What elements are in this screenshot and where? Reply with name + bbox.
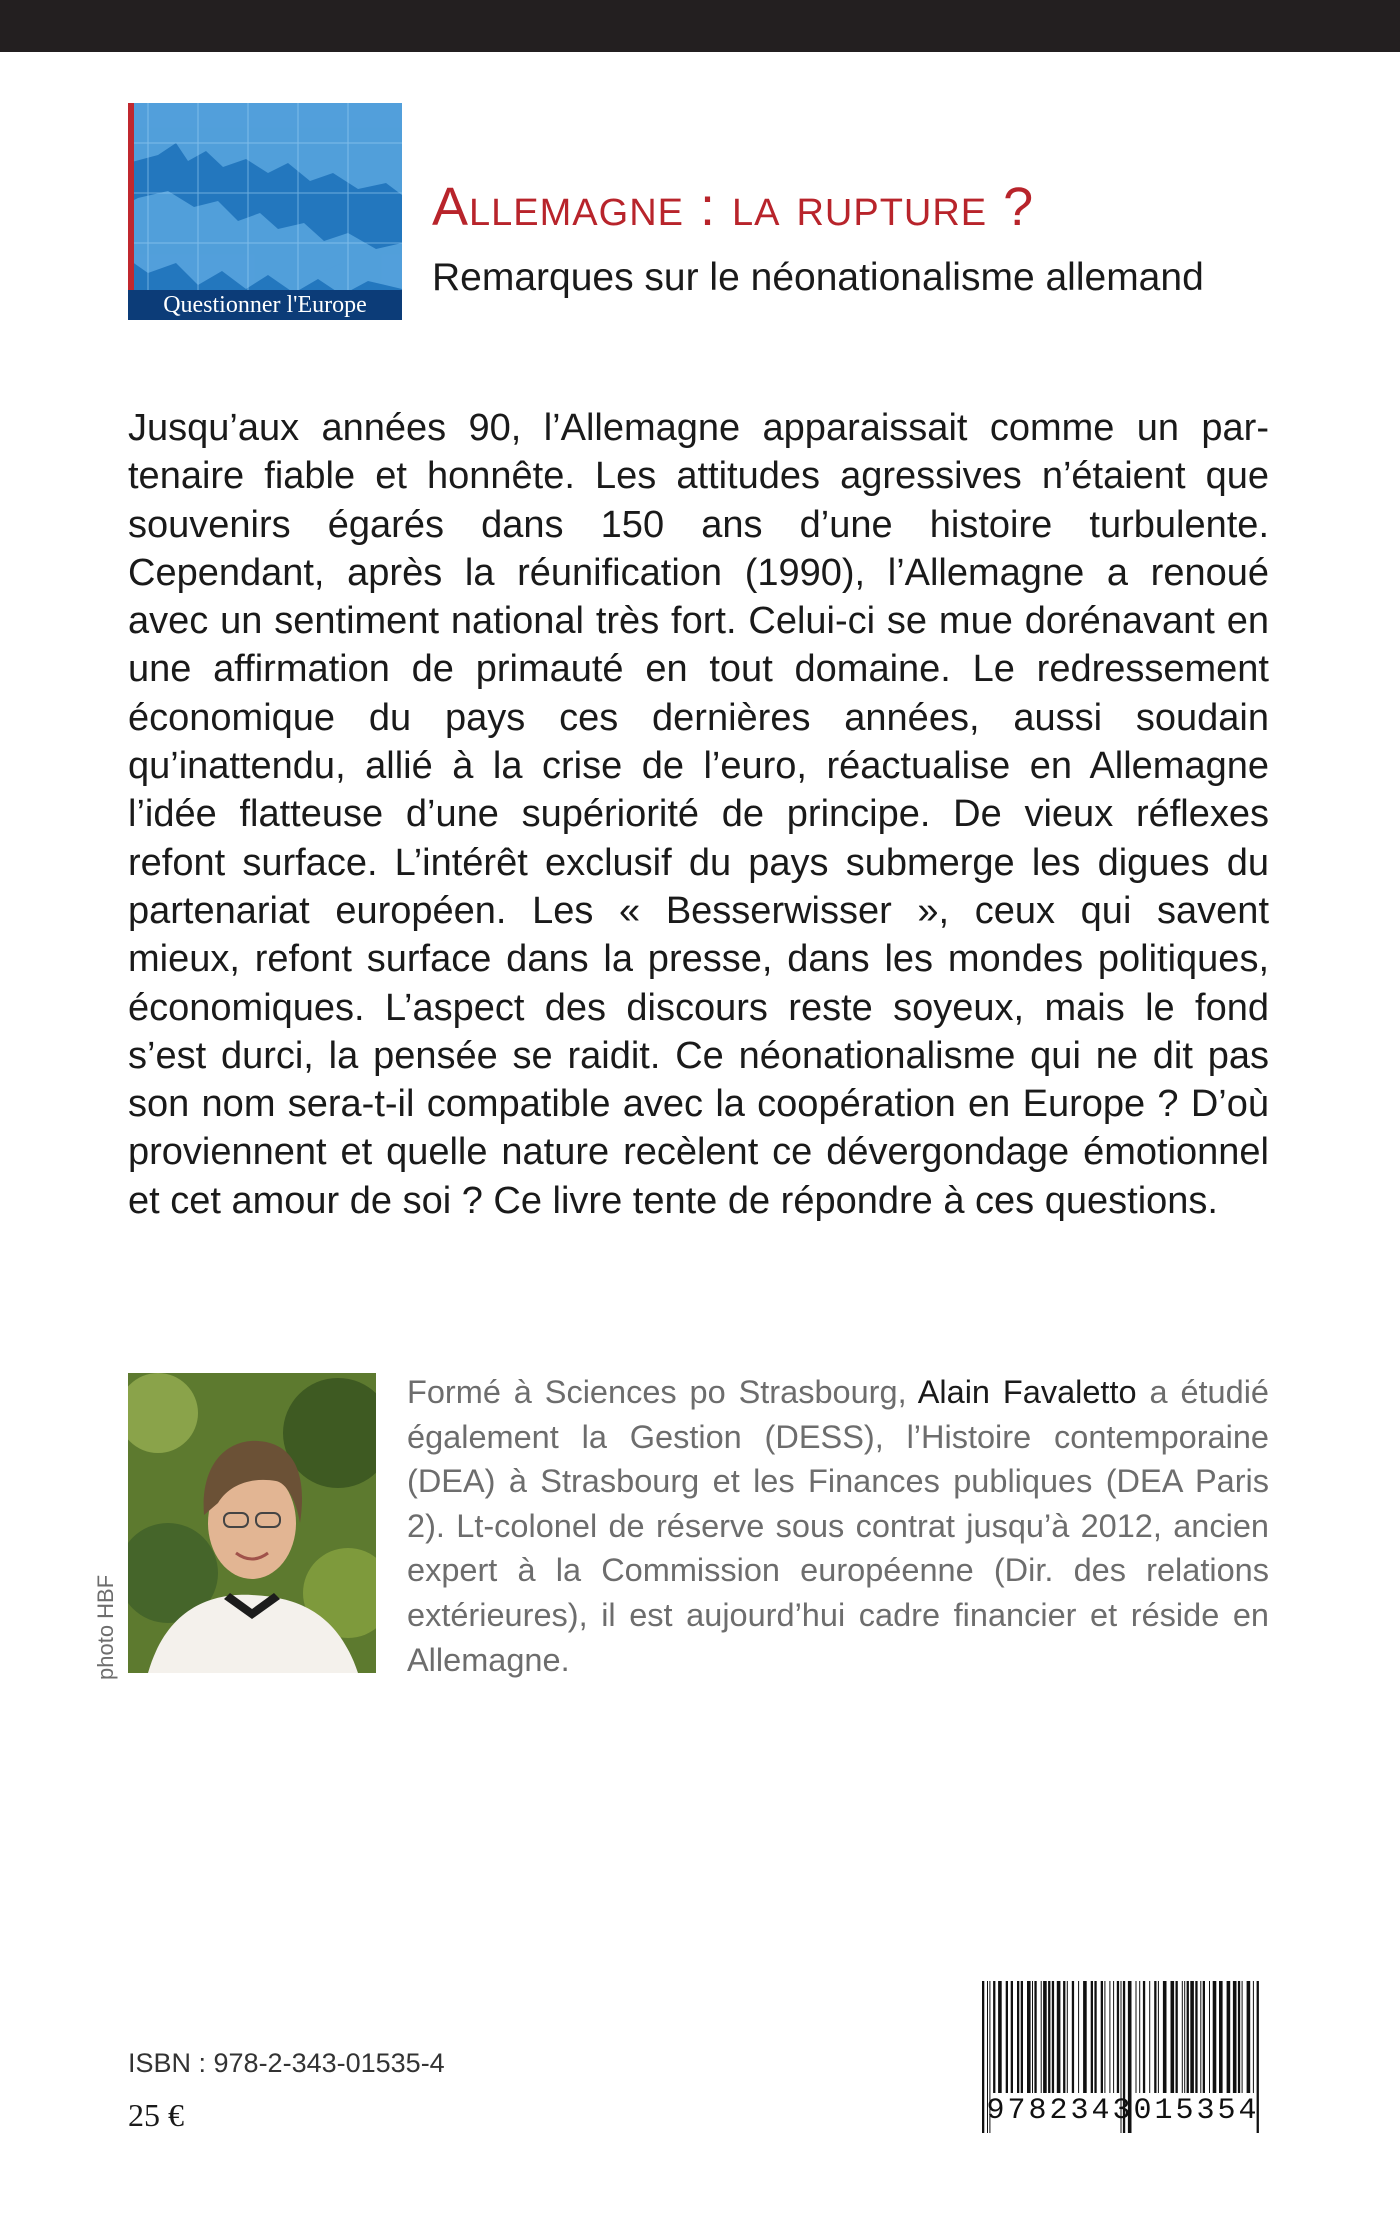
barcode-bar xyxy=(1190,1981,1194,2093)
book-title: Allemagne : la rupture ? xyxy=(432,177,1035,237)
author-bio-text xyxy=(407,1370,1269,1682)
barcode-bar xyxy=(1072,1981,1074,2093)
barcode-bar xyxy=(1032,1981,1033,2093)
author-photo xyxy=(128,1373,376,1673)
barcode-bar xyxy=(1101,1981,1103,2093)
barcode-bar xyxy=(1104,1981,1105,2093)
barcode-bar xyxy=(1094,1981,1096,2093)
barcode-digits: 9782343015354 xyxy=(986,2094,1260,2128)
barcode-bar xyxy=(1041,1981,1042,2093)
barcode-bar xyxy=(1052,1981,1054,2093)
bio-intro: Formé à Sciences po Strasbourg, xyxy=(407,1374,918,1410)
barcode-bar xyxy=(1203,1981,1205,2093)
barcode-bar xyxy=(1057,1981,1061,2093)
barcode-bar xyxy=(993,1981,995,2093)
barcode-bar xyxy=(1200,1981,1201,2093)
isbn: ISBN : 978-2-343-01535-4 xyxy=(128,2048,445,2078)
barcode-bar xyxy=(998,1981,1002,2093)
barcode-bar xyxy=(1063,1981,1065,2093)
price: 25 € xyxy=(128,2097,184,2133)
top-band xyxy=(0,0,1400,52)
barcode-bar xyxy=(1143,1981,1145,2093)
barcode-bar xyxy=(1163,1981,1167,2093)
barcode-bar xyxy=(1006,1981,1008,2093)
barcode-bar xyxy=(1227,1981,1231,2093)
barcode-bar xyxy=(1017,1981,1019,2093)
barcode-bar xyxy=(1238,1981,1240,2093)
barcode-bar xyxy=(1136,1981,1137,2093)
barcode-bar xyxy=(1113,1981,1114,2093)
barcode-bar xyxy=(1219,1981,1223,2093)
europe-map-icon xyxy=(128,103,402,320)
barcode-bar xyxy=(1176,1981,1178,2093)
series-logo xyxy=(128,103,402,320)
blurb-text: Jusqu’aux années 90, l’Allemagne apparaissait comme un partenaire fiable et honnête. Les attitudes agressives n’étaient que souvenirs égarés dans 150 ans d’une histoire turbulente. Cependant, après la réunification (1990), l’Allemagne a renoué avec un sentiment national très fort. Celui-ci se mue dorénavant en une affirmation de primauté en tout domaine. Le redressement économique du pays ces dernières années, aussi soudain qu’inattendu, allié à la crise de l’euro, réactualise en Allemagne l’idée flatteuse d’une supériorité de principe. De vieux réflexes refont surface. L’intérêt exclusif du pays submerge les digues du partenariat européen. Les « Besserwisser », ceux qui savent mieux, refont surface dans la presse, dans les mondes politiques, économiques. L’aspect des discours reste soyeux, mais le fond s’est durci, la pensée se raidit. Ce néonationalisme qui ne dit pas son nom sera-t-il compatible avec la coopération en Europe ? D’où proviennent et quelle nature recèlent ce dévergondage émotionnel et cet amour de soi ? Ce livre tente de répondre à ces questions. xyxy=(128,407,1269,1222)
barcode-bar xyxy=(1091,1981,1093,2093)
barcode-bar xyxy=(1021,1981,1023,2093)
barcode-bar xyxy=(1048,1981,1050,2093)
barcode-bar xyxy=(1149,1981,1150,2093)
barcode-bar xyxy=(1187,1981,1189,2093)
barcode-bar xyxy=(1043,1981,1047,2093)
author-name: Alain Favaletto xyxy=(917,1374,1137,1410)
series-name: Questionner l'Europe xyxy=(128,290,402,320)
barcode-bar xyxy=(1109,1981,1110,2093)
barcode-bar xyxy=(1247,1981,1251,2093)
barcode-bar xyxy=(1233,1981,1237,2093)
photo-credit: photo HBF xyxy=(93,1574,118,1680)
barcode-bar xyxy=(1171,1981,1175,2093)
barcode-bar xyxy=(1182,1981,1183,2093)
barcode-bar xyxy=(1242,1981,1243,2093)
barcode-bar xyxy=(1139,1981,1140,2093)
barcode-bar xyxy=(1078,1981,1079,2093)
barcode-bar xyxy=(1034,1981,1036,2093)
barcode-bar xyxy=(1253,1981,1254,2093)
book-subtitle: Remarques sur le néonationalisme allemand xyxy=(432,256,1204,299)
barcode-bar xyxy=(1209,1981,1210,2093)
barcode-bar xyxy=(1027,1981,1031,2093)
portrait-image xyxy=(128,1373,376,1673)
barcode-bar xyxy=(1184,1981,1185,2093)
bio-rest: a étudié également la Gestion (DESS), l’Histoire contemporaine (DEA) à Strasbourg et les Finances publiques (DEA Paris 2). Lt-colonel de réserve sous contrat jusqu’à 2012, ancien expert à la Commission européenne (Dir. des relations extérieures), il est aujourd’hui cadre financier et réside en Allemagne. xyxy=(407,1374,1270,1678)
barcode-bar xyxy=(1195,1981,1197,2093)
barcode-bar xyxy=(1067,1981,1068,2093)
barcode-bar xyxy=(1011,1981,1013,2093)
barcode-bar xyxy=(1083,1981,1087,2093)
back-cover-blurb xyxy=(128,404,1269,1225)
barcode-bar xyxy=(1117,1981,1119,2093)
barcode-bar xyxy=(1154,1981,1156,2093)
barcode-bar xyxy=(1158,1981,1159,2093)
barcode-bar xyxy=(1213,1981,1217,2093)
author-bio xyxy=(407,1370,1269,1682)
